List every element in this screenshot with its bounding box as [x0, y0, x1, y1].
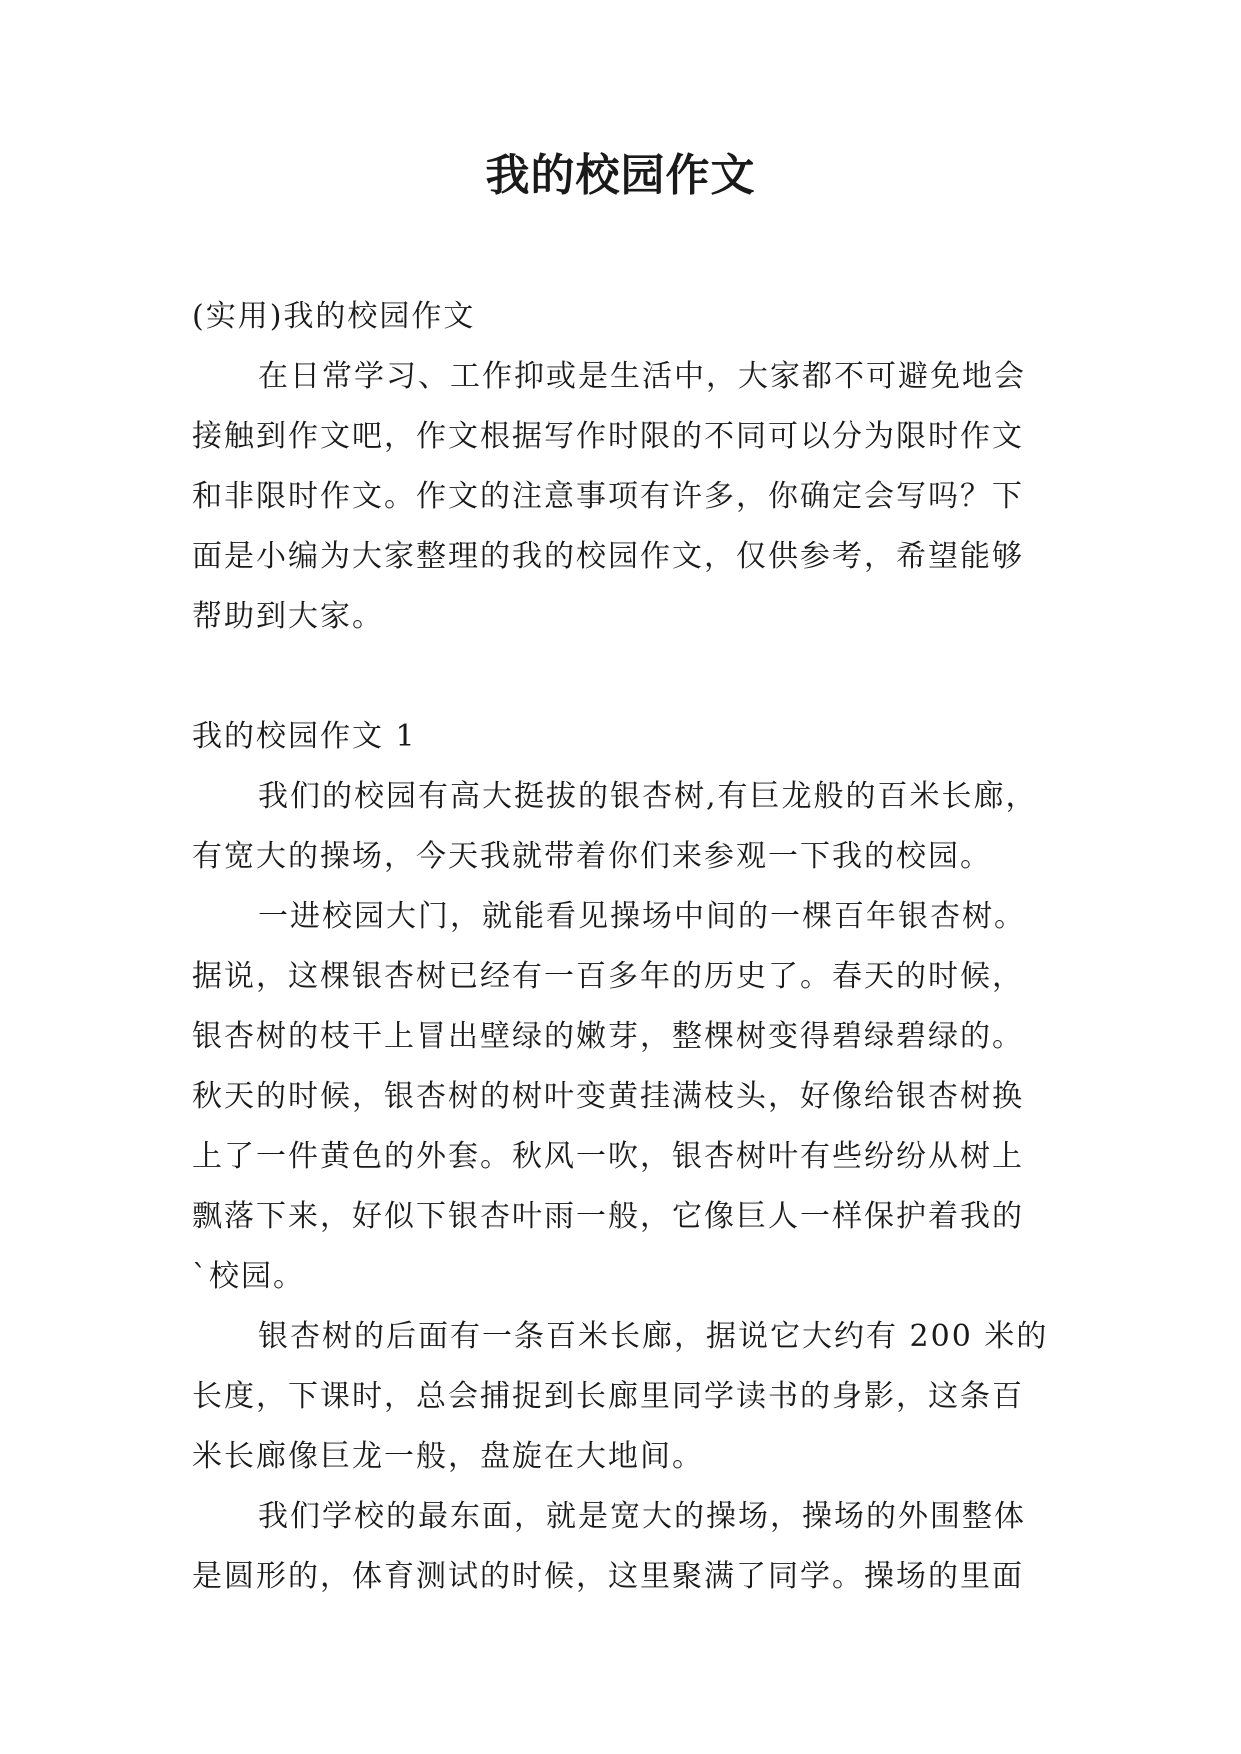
- text-line: 银杏树的后面有一条百米长廊，据说它大约有 200 米的: [258, 1319, 1049, 1354]
- text-line: 长度，下课时，总会捕捉到长廊里同学读书的身影，这条百: [192, 1379, 1024, 1414]
- text-line: 在日常学习、工作抑或是生活中，大家都不可避免地会: [258, 359, 1026, 394]
- text-line: 上了一件黄色的外套。秋风一吹，银杏树叶有些纷纷从树上: [192, 1139, 1024, 1174]
- essay-paragraph-2: [192, 887, 1050, 1307]
- essay-paragraph-4: [192, 1487, 1050, 1607]
- text-line: 有宽大的操场，今天我就带着你们来参观一下我的校园。: [192, 839, 992, 874]
- text-line: 飘落下来，好似下银杏叶雨一般，它像巨人一样保护着我的: [192, 1199, 1024, 1234]
- text-line: 和非限时作文。作文的注意事项有许多，你确定会写吗？下: [192, 479, 1024, 514]
- text-line: 米长廊像巨龙一般，盘旋在大地间。: [192, 1439, 704, 1474]
- essay-paragraph-1: [192, 767, 1050, 887]
- essay-paragraph-3: [192, 1307, 1050, 1487]
- text-line: 是圆形的，体育测试的时候，这里聚满了同学。操场的里面: [192, 1559, 1024, 1594]
- text-line: 秋天的时候，银杏树的树叶变黄挂满枝头，好像给银杏树换: [192, 1079, 1024, 1114]
- text-line: `校园。: [192, 1259, 305, 1294]
- text-line: 接触到作文吧，作文根据写作时限的不同可以分为限时作文: [192, 419, 1024, 454]
- document-title: 我的校园作文: [485, 150, 756, 201]
- essay-heading: 我的校园作文 1: [192, 719, 417, 754]
- paragraph-gap: [192, 647, 1050, 707]
- text-line: 我们的校园有高大挺拔的银杏树,有巨龙般的百米长廊，: [258, 779, 1038, 814]
- text-line: 银杏树的枝干上冒出壁绿的嫩芽，整棵树变得碧绿碧绿的。: [192, 1019, 1024, 1054]
- text-line: 一进校园大门，就能看见操场中间的一棵百年银杏树。: [258, 899, 1026, 934]
- text-line: 帮助到大家。: [192, 599, 384, 634]
- document-body: [192, 287, 1050, 1607]
- intro-heading: (实用)我的校园作文: [192, 299, 476, 334]
- text-line: 据说，这棵银杏树已经有一百多年的历史了。春天的时候，: [192, 959, 1024, 994]
- intro-paragraph: [192, 347, 1050, 647]
- text-line: 我们学校的最东面，就是宽大的操场，操场的外围整体: [258, 1499, 1026, 1534]
- text-line: 面是小编为大家整理的我的校园作文，仅供参考，希望能够: [192, 539, 1024, 574]
